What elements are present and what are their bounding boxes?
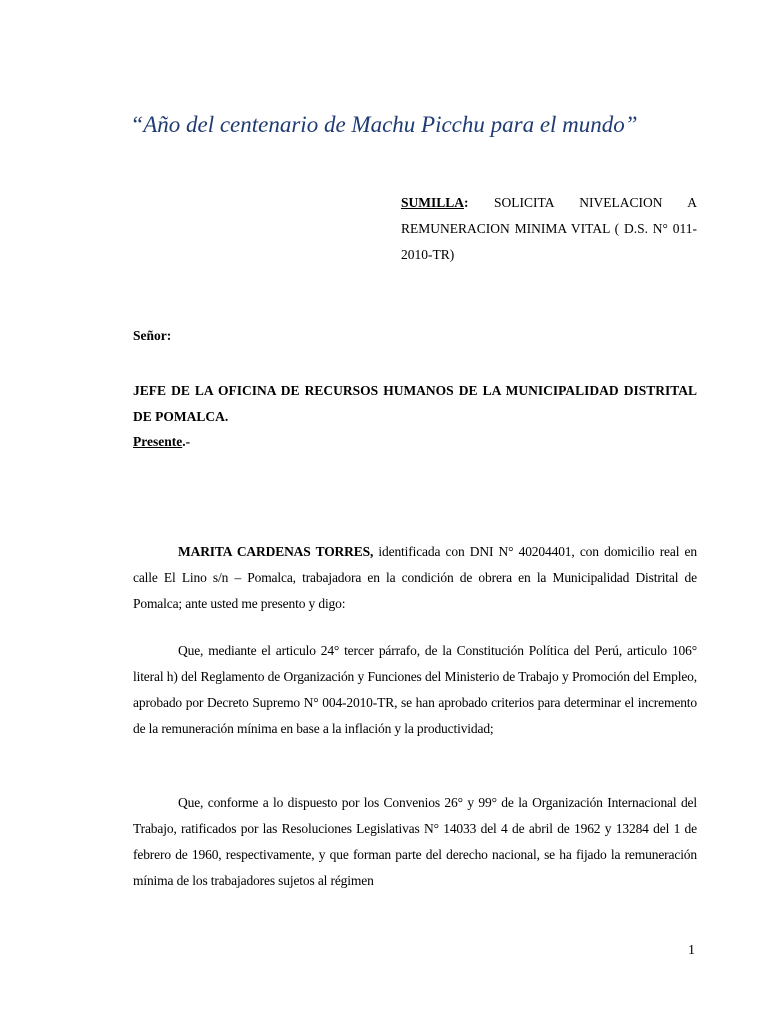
presente-line	[133, 434, 190, 450]
paragraph-2-text: Que, mediante el articulo 24° tercer párrafo, de la Constitución Política del Perú, articulo 106° literal h) del Reglamento de Organización y Funciones del Ministerio de Trabajo y Promoción del Empleo, aprobado por Decreto Supremo N° 004-2010-TR, se han aprobado criterios para determinar el incremento de la remuneración mínima en base a la inflación y la productividad;	[133, 643, 697, 736]
recipient-block: JEFE DE LA OFICINA DE RECURSOS HUMANOS DE LA MUNICIPALIDAD DISTRITAL DE POMALCA.	[133, 383, 697, 424]
salutation: Señor:	[133, 328, 172, 343]
sumilla-label: SUMILLA	[401, 195, 465, 210]
paragraph-2	[133, 638, 697, 742]
paragraph-1	[133, 539, 697, 617]
paragraph-1-lead: MARITA CARDENAS TORRES,	[178, 544, 374, 559]
sumilla-separator: :	[464, 195, 469, 210]
page-number: 1	[688, 943, 695, 958]
presente-label: Presente	[133, 434, 183, 449]
paragraph-3-text: Que, conforme a lo dispuesto por los Convenios 26° y 99° de la Organización Internacional del Trabajo, ratificados por las Resoluciones Legislativas N° 14033 del 4 de abril de 1962 y 13284 del 1 de febrero de 1960, respectivamente, y que forman parte del derecho nacional, se ha fijado la remuneración mínima de los trabajadores sujetos al régimen	[133, 795, 697, 888]
document-motto: “Año del centenario de Machu Picchu para el mundo”	[130, 112, 638, 137]
paragraph-3	[133, 790, 697, 894]
sumilla-text: SOLICITA NIVELACION A REMUNERACION MINIMA VITAL ( D.S. N° 011-2010-TR)	[401, 195, 697, 262]
sumilla-block	[401, 190, 697, 268]
presente-suffix: .-	[182, 434, 191, 449]
paragraph-1-text: identificada con DNI N° 40204401, con domicilio real en calle El Lino s/n – Pomalca, trabajadora en la condición de obrera en la Municipalidad Distrital de Pomalca; ante usted me presento y digo:	[133, 544, 697, 611]
